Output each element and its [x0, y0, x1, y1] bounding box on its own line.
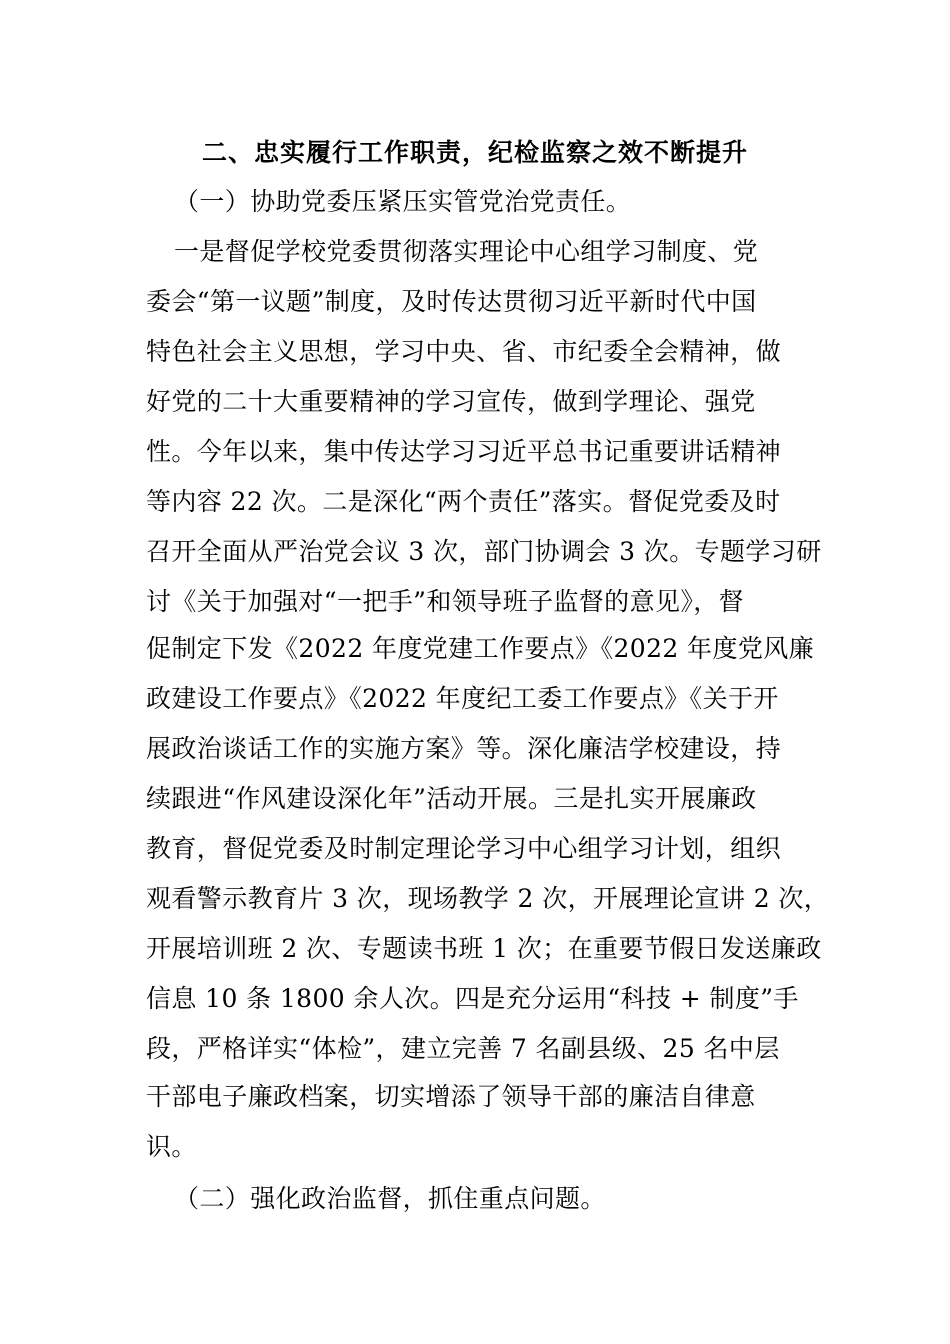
subheading-1: （一）协助党委压紧压实管党治党责任。	[174, 187, 632, 216]
paragraph-line: 等内容 22 次。二是深化“两个责任”落实。督促党委及时	[146, 487, 781, 516]
paragraph-line: 展政治谈话工作的实施方案》等。深化廉洁学校建设，持	[146, 734, 782, 763]
paragraph-line: 性。今年以来，集中传达学习习近平总书记重要讲话精神	[146, 437, 782, 466]
paragraph-line: 开展培训班 2 次、专题读书班 1 次；在重要节假日发送廉政	[146, 934, 822, 963]
section-heading: 二、忠实履行工作职责，纪检监察之效不断提升	[201, 138, 748, 167]
paragraph-line: 特色社会主义思想，学习中央、省、市纪委全会精神，做	[146, 337, 782, 366]
paragraph-line: 好党的二十大重要精神的学习宣传，做到学理论、强党	[146, 387, 756, 416]
paragraph-line: 政建设工作要点》《2022 年度纪工委工作要点》《关于开	[146, 684, 779, 713]
paragraph-line: 续跟进“作风建设深化年”活动开展。三是扎实开展廉政	[146, 784, 757, 813]
paragraph-line: 召开全面从严治党会议 3 次，部门协调会 3 次。专题学习研	[146, 537, 822, 566]
paragraph-line: 委会“第一议题”制度，及时传达贯彻习近平新时代中国	[146, 287, 757, 316]
paragraph-line: 讨《关于加强对“一把手”和领导班子监督的意见》，督	[146, 587, 745, 616]
paragraph-line: 段，严格详实“体检”，建立完善 7 名副县级、25 名中层	[146, 1034, 780, 1063]
paragraph-line: 一是督促学校党委贯彻落实理论中心组学习制度、党	[174, 237, 759, 266]
paragraph-line: 信息 10 条 1800 余人次。四是充分运用“科技 + 制度”手	[146, 984, 799, 1013]
paragraph-line: 观看警示教育片 3 次，现场教学 2 次，开展理论宣讲 2 次，	[146, 884, 830, 913]
subheading-2: （二）强化政治监督，抓住重点问题。	[174, 1184, 606, 1213]
paragraph-line: 识。	[146, 1132, 197, 1161]
paragraph-line: 促制定下发《2022 年度党建工作要点》《2022 年度党风廉	[146, 634, 815, 663]
paragraph-line: 干部电子廉政档案，切实增添了领导干部的廉洁自律意	[146, 1082, 756, 1111]
paragraph-line: 教育，督促党委及时制定理论学习中心组学习计划，组织	[146, 834, 782, 863]
